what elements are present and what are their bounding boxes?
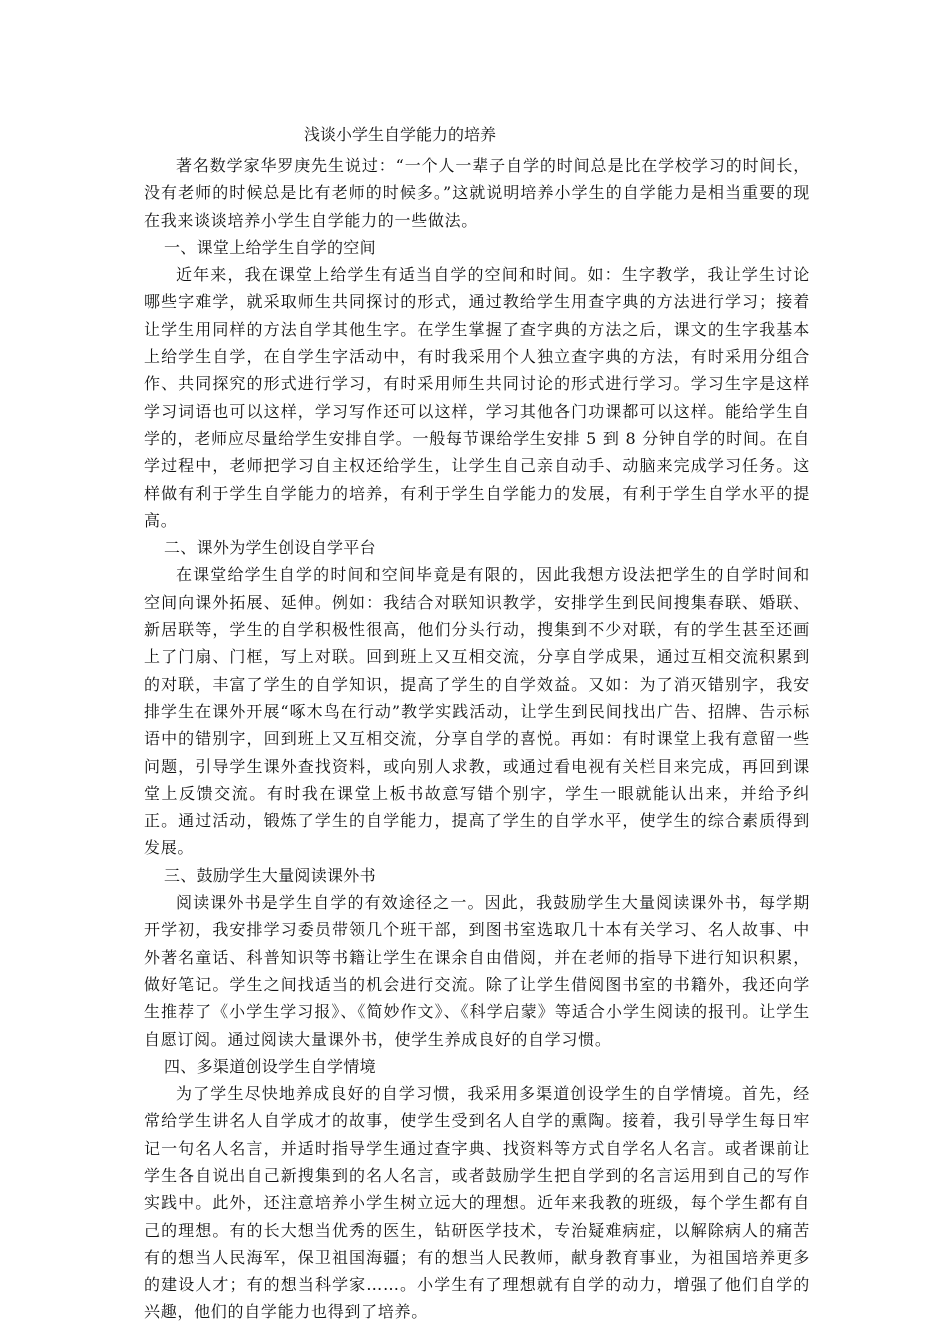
document-title: 浅谈小学生自学能力的培养 [304, 125, 497, 144]
section-3-paragraph: 阅读课外书是学生自学的有效途径之一。因此，我鼓励学生大量阅读课外书，每学期开学初，我安排学习委员带领几个班干部，到图书室选取几十本有关学习、名人故事、中外著名童话、科普知识等书籍让学生在课余自由借阅，并在老师的指导下进行知识积累，做好笔记。学生之间找适当的机会进行交流。除了让学生借阅图书室的书籍外，我还向学生推荐了《小学生学习报》、《简妙作文》、《科学启蒙》等适合小学生阅读的报刊。让学生自愿订阅。通过阅读大量课外书，使学生养成良好的自学习惯。 [144, 893, 810, 1049]
section-4-paragraph: 为了学生尽快地养成良好的自学习惯，我采用多渠道创设学生的自学情境。首先，经常给学生讲名人自学成才的故事，使学生受到名人自学的熏陶。接着，我引导学生每日牢记一句名人名言，并适时指导学生通过查字典、找资料等方式自学名人名言。或者课前让学生各自说出自己新搜集到的名人名言，或者鼓励学生把自学到的名言运用到自己的写作实践中。此外，还注意培养小学生树立远大的理想。近年来我教的班级，每个学生都有自己的理想。有的长大想当优秀的医生，钻研医学技术，专治疑难病症，以解除病人的痛苦有的想当人民海军，保卫祖国海疆；有的想当人民教师，献身教育事业，为祖国培养更多的建设人才；有的想当科学家……。小学生有了理想就有自学的动力，增强了他们自学的兴趣，他们的自学能力也得到了培养。 [144, 1084, 810, 1322]
section-2-paragraph: 在课堂给学生自学的时间和空间毕竟是有限的，因此我想方设法把学生的自学时间和空间向课外拓展、延伸。例如：我结合对联知识教学，安排学生到民间搜集春联、婚联、新居联等，学生的自学积极性很高，他们分头行动，搜集到不少对联，有的学生甚至还画上了门扇、门框，写上对联。回到班上又互相交流，分享自学成果，通过互相交流积累到的对联，丰富了学生的自学知识，提高了学生的自学效益。又如：为了消灭错别字，我安排学生在课外开展“啄木鸟在行动”教学实践活动，让学生到民间找出广告、招牌、告示标语中的错别字，回到班上又互相交流，分享自学的喜悦。再如：有时课堂上我有意留一些问题，引导学生课外查找资料，或向别人求教，或通过看电视有关栏目来完成，再回到课堂上反馈交流。有时我在课堂上板书故意写错个别字，学生一眼就能认出来，并给予纠正。通过活动，锻炼了学生的自学能力，提高了学生的自学水平，使学生的综合素质得到发展。 [144, 565, 810, 858]
section-1-heading: 一、课堂上给学生自学的空间 [164, 237, 376, 257]
intro-paragraph: 著名数学家华罗庚先生说过：“一个人一辈子自学的时间总是比在学校学习的时间长，没有老师的时候总是比有老师的时候多。”这就说明培养小学生的自学能力是相当重要的现在我来谈谈培养小学生自学能力的一些做法。 [144, 156, 810, 230]
section-3-heading: 三、鼓励学生大量阅读课外书 [164, 865, 376, 885]
document-body [144, 120, 810, 1326]
section-2-heading: 二、课外为学生创设自学平台 [164, 538, 376, 558]
section-1-paragraph: 近年来，我在课堂上给学生有适当自学的空间和时间。如：生字教学，我让学生讨论哪些字难学，就采取师生共同探讨的形式，通过教给学生用查字典的方法进行学习；接着让学生用同样的方法自学其他生字。在学生掌握了查字典的方法之后，课文的生字我基本上给学生自学，在自学生字活动中，有时我采用个人独立查字典的方法，有时采用分组合作、共同探究的形式进行学习，有时采用师生共同讨论的形式进行学习。学习生字是这样学习词语也可以这样，学习写作还可以这样，学习其他各门功课都可以这样。能给学生自学的，老师应尽量给学生安排自学。一般每节课给学生安排 5 到 8 分钟自学的时间。在自学过程中，老师把学习自主权还给学生，让学生自己亲自动手、动脑来完成学习任务。这样做有利于学生自学能力的培养，有利于学生自学能力的发展，有利于学生自学水平的提高。 [144, 265, 810, 530]
section-4-heading: 四、多渠道创设学生自学情境 [164, 1056, 376, 1076]
